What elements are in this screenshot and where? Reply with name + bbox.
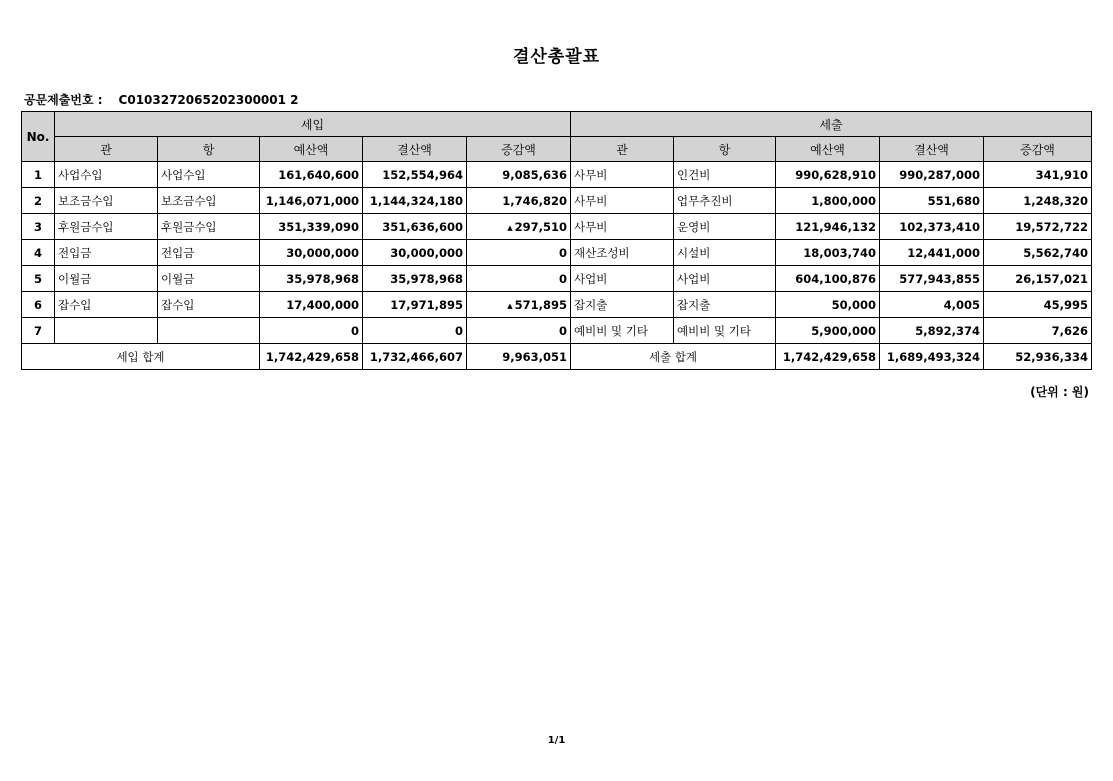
expense-diff-cell: 5,562,740 [984, 240, 1092, 266]
income-diff-cell: 9,085,636 [467, 162, 571, 188]
expense-settlement-cell: 551,680 [880, 188, 984, 214]
expense-budget-cell: 50,000 [776, 292, 880, 318]
header-expense-budget: 예산액 [776, 137, 880, 162]
doc-number [24, 91, 299, 108]
income-settlement-cell: 152,554,964 [363, 162, 467, 188]
expense-hang-cell: 업무추진비 [674, 188, 776, 214]
expense-hang-cell: 예비비 및 기타 [674, 318, 776, 344]
header-expense-settlement: 결산액 [880, 137, 984, 162]
income-settlement-cell: 351,636,600 [363, 214, 467, 240]
expense-hang-cell: 인건비 [674, 162, 776, 188]
doc-number-label: 공문제출번호 : [24, 93, 103, 107]
income-hang-cell: 이월금 [158, 266, 260, 292]
expense-gwan-cell: 사업비 [571, 266, 674, 292]
income-budget-cell: 0 [260, 318, 363, 344]
header-income: 세입 [55, 112, 571, 137]
income-hang-cell: 후원금수입 [158, 214, 260, 240]
table-row [22, 188, 1092, 214]
row-number-cell: 7 [22, 318, 55, 344]
income-budget-cell: 30,000,000 [260, 240, 363, 266]
expense-budget-cell: 604,100,876 [776, 266, 880, 292]
expense-diff-cell: 45,995 [984, 292, 1092, 318]
income-gwan-cell: 잡수입 [55, 292, 158, 318]
income-gwan-cell: 보조금수입 [55, 188, 158, 214]
expense-budget-cell: 18,003,740 [776, 240, 880, 266]
row-number-cell: 1 [22, 162, 55, 188]
income-budget-cell: 1,146,071,000 [260, 188, 363, 214]
income-hang-cell [158, 318, 260, 344]
expense-budget-cell: 121,946,132 [776, 214, 880, 240]
income-diff-value: 297,510 [514, 219, 567, 234]
negative-marker-icon: ▲ [507, 223, 513, 232]
unit-note: (단위 : 원) [1030, 385, 1089, 399]
income-budget-cell: 351,339,090 [260, 214, 363, 240]
table-row [22, 266, 1092, 292]
expense-hang-cell: 운영비 [674, 214, 776, 240]
income-hang-cell: 전입금 [158, 240, 260, 266]
expense-gwan-cell: 사무비 [571, 214, 674, 240]
income-diff-cell: 0 [467, 240, 571, 266]
doc-number-value: C0103272065202300001 2 [118, 93, 299, 107]
row-number-cell: 3 [22, 214, 55, 240]
income-diff-cell: 0 [467, 318, 571, 344]
expense-budget-cell: 990,628,910 [776, 162, 880, 188]
row-number-cell: 6 [22, 292, 55, 318]
expense-gwan-cell: 예비비 및 기타 [571, 318, 674, 344]
income-gwan-cell: 사업수입 [55, 162, 158, 188]
table-row [22, 162, 1092, 188]
expense-settlement-cell: 102,373,410 [880, 214, 984, 240]
expense-budget-cell: 5,900,000 [776, 318, 880, 344]
income-gwan-cell [55, 318, 158, 344]
header-expense-gwan: 관 [571, 137, 674, 162]
negative-marker-icon: ▲ [507, 301, 513, 310]
table-row [22, 240, 1092, 266]
expense-diff-cell: 7,626 [984, 318, 1092, 344]
expense-hang-cell: 시설비 [674, 240, 776, 266]
table-row [22, 318, 1092, 344]
income-settlement-cell: 17,971,895 [363, 292, 467, 318]
income-hang-cell: 보조금수입 [158, 188, 260, 214]
header-expense: 세출 [571, 112, 1092, 137]
expense-total-settlement: 1,689,493,324 [880, 344, 984, 370]
expense-diff-cell: 19,572,722 [984, 214, 1092, 240]
income-settlement-cell: 1,144,324,180 [363, 188, 467, 214]
expense-settlement-cell: 990,287,000 [880, 162, 984, 188]
header-income-hang: 항 [158, 137, 260, 162]
header-expense-hang: 항 [674, 137, 776, 162]
expense-total-diff: 52,936,334 [984, 344, 1092, 370]
expense-budget-cell: 1,800,000 [776, 188, 880, 214]
row-number-cell: 2 [22, 188, 55, 214]
expense-gwan-cell: 재산조성비 [571, 240, 674, 266]
expense-hang-cell: 사업비 [674, 266, 776, 292]
expense-settlement-cell: 4,005 [880, 292, 984, 318]
header-expense-diff: 증감액 [984, 137, 1092, 162]
table-row [22, 214, 1092, 240]
expense-settlement-cell: 12,441,000 [880, 240, 984, 266]
expense-diff-cell: 341,910 [984, 162, 1092, 188]
income-hang-cell: 잡수입 [158, 292, 260, 318]
expense-total-label: 세출 합계 [571, 344, 776, 370]
income-budget-cell: 161,640,600 [260, 162, 363, 188]
expense-gwan-cell: 사무비 [571, 162, 674, 188]
income-gwan-cell: 후원금수입 [55, 214, 158, 240]
income-hang-cell: 사업수입 [158, 162, 260, 188]
header-income-budget: 예산액 [260, 137, 363, 162]
row-number-cell: 4 [22, 240, 55, 266]
expense-gwan-cell: 잡지출 [571, 292, 674, 318]
income-diff-cell [467, 214, 571, 240]
income-diff-cell: 1,746,820 [467, 188, 571, 214]
expense-diff-cell: 26,157,021 [984, 266, 1092, 292]
expense-diff-cell: 1,248,320 [984, 188, 1092, 214]
totals-row [22, 344, 1092, 370]
income-settlement-cell: 35,978,968 [363, 266, 467, 292]
income-total-diff: 9,963,051 [467, 344, 571, 370]
income-budget-cell: 35,978,968 [260, 266, 363, 292]
expense-total-budget: 1,742,429,658 [776, 344, 880, 370]
income-total-label: 세입 합계 [22, 344, 260, 370]
income-gwan-cell: 이월금 [55, 266, 158, 292]
income-diff-cell [467, 292, 571, 318]
header-income-diff: 증감액 [467, 137, 571, 162]
income-diff-cell: 0 [467, 266, 571, 292]
header-no: No. [22, 112, 55, 162]
page-title: 결산총괄표 [512, 47, 601, 67]
table-row [22, 292, 1092, 318]
settlement-table [21, 111, 1092, 370]
row-number-cell: 5 [22, 266, 55, 292]
expense-settlement-cell: 577,943,855 [880, 266, 984, 292]
expense-gwan-cell: 사무비 [571, 188, 674, 214]
income-gwan-cell: 전입금 [55, 240, 158, 266]
expense-settlement-cell: 5,892,374 [880, 318, 984, 344]
income-total-budget: 1,742,429,658 [260, 344, 363, 370]
income-settlement-cell: 30,000,000 [363, 240, 467, 266]
income-total-settlement: 1,732,466,607 [363, 344, 467, 370]
income-settlement-cell: 0 [363, 318, 467, 344]
header-income-settlement: 결산액 [363, 137, 467, 162]
income-budget-cell: 17,400,000 [260, 292, 363, 318]
page-number: 1/1 [547, 735, 566, 746]
header-income-gwan: 관 [55, 137, 158, 162]
expense-hang-cell: 잡지출 [674, 292, 776, 318]
income-diff-value: 571,895 [514, 297, 567, 312]
